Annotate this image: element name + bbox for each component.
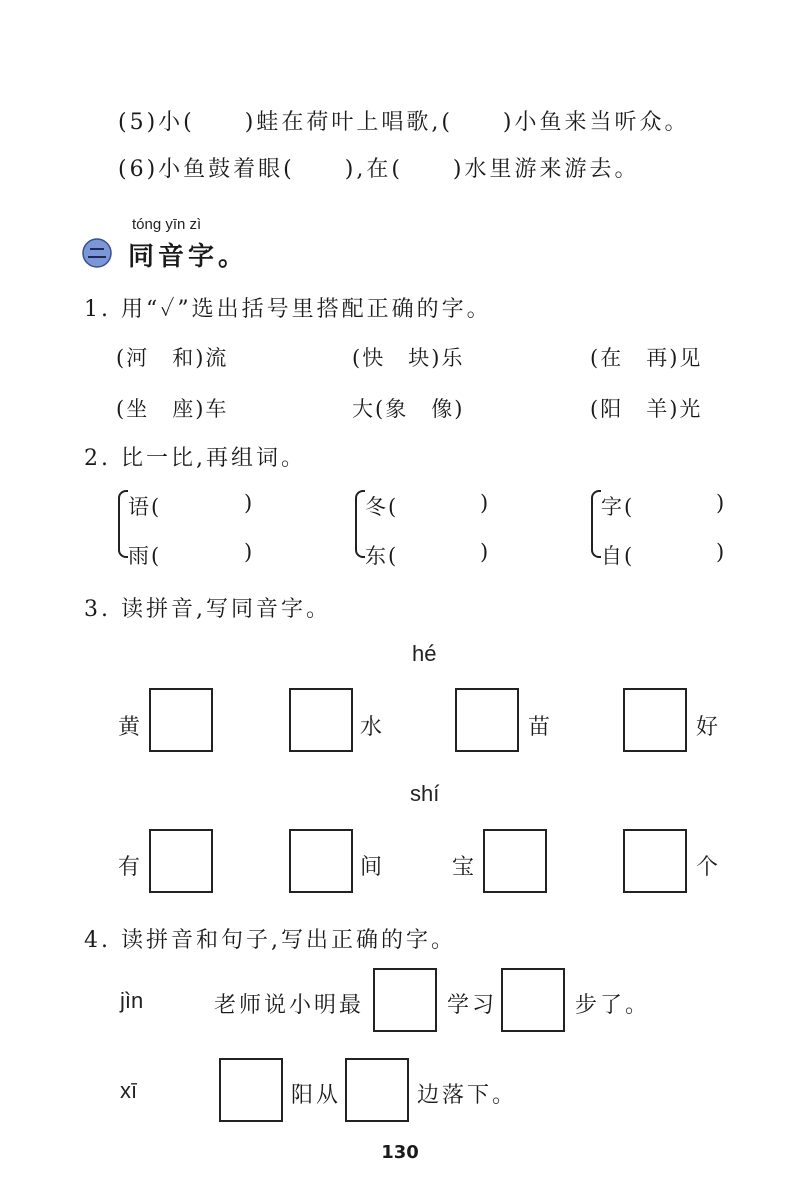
answer-box[interactable]: [623, 829, 687, 893]
q3-title: 3. 读拼音,写同音字。: [84, 597, 331, 622]
q4-sentence-part: 老师说小明最: [214, 993, 365, 1018]
q2-word-blank[interactable]: 冬(: [365, 495, 399, 519]
section-number-badge-icon: [82, 238, 112, 268]
answer-box[interactable]: [483, 829, 547, 893]
q1-title: 1. 用“✓”选出括号里搭配正确的字。: [84, 297, 492, 322]
page-number: 130: [381, 1142, 419, 1163]
q4-sentence-part: 阳从: [291, 1083, 342, 1108]
q2-word-blank[interactable]: 自(: [601, 544, 635, 568]
q2-close-paren: ): [480, 540, 491, 564]
sentence-5: (5)小( )蛙在荷叶上唱歌,( )小鱼来当听众。: [118, 110, 690, 135]
q4-sentence-part: 步了。: [575, 993, 651, 1018]
q4-sentence-part: 学习: [447, 993, 498, 1018]
brace: [355, 490, 365, 558]
q4-sentence-part: 边落下。: [417, 1083, 518, 1108]
answer-box[interactable]: [219, 1058, 283, 1122]
answer-box[interactable]: [623, 688, 687, 752]
q3-char: 水: [360, 715, 383, 740]
q2-close-paren: ): [244, 540, 255, 564]
q1-option[interactable]: (快 块)乐: [352, 346, 465, 370]
answer-box[interactable]: [149, 829, 213, 893]
q2-word-blank[interactable]: 东(: [365, 544, 399, 568]
q2-title: 2. 比一比,再组词。: [84, 446, 306, 471]
answer-box[interactable]: [345, 1058, 409, 1122]
q1-option[interactable]: (河 和)流: [116, 346, 229, 370]
brace: [118, 490, 128, 558]
q3-pinyin-shi: shí: [410, 781, 440, 806]
q3-pinyin-he: hé: [412, 641, 437, 666]
q1-option[interactable]: (阳 羊)光: [590, 397, 703, 421]
answer-box[interactable]: [149, 688, 213, 752]
answer-box[interactable]: [455, 688, 519, 752]
q3-char: 间: [360, 855, 383, 880]
q4-pinyin-jin: jìn: [120, 988, 144, 1013]
q4-pinyin-xi: xī: [120, 1078, 138, 1103]
q4-title: 4. 读拼音和句子,写出正确的字。: [84, 928, 456, 953]
q2-close-paren: ): [244, 491, 255, 515]
q1-option[interactable]: (坐 座)车: [116, 397, 229, 421]
q2-word-blank[interactable]: 语(: [128, 495, 162, 519]
q2-close-paren: ): [480, 491, 491, 515]
sentence-6: (6)小鱼鼓着眼( ),在( )水里游来游去。: [118, 157, 640, 182]
answer-box[interactable]: [373, 968, 437, 1032]
section-pinyin: tóng yīn zì: [132, 216, 202, 233]
answer-box[interactable]: [289, 829, 353, 893]
answer-box[interactable]: [289, 688, 353, 752]
answer-box[interactable]: [501, 968, 565, 1032]
q3-char: 苗: [528, 715, 551, 740]
q1-option[interactable]: 大(象 像): [352, 397, 465, 421]
q2-close-paren: ): [716, 540, 727, 564]
q3-char: 个: [696, 855, 719, 880]
q3-char: 有: [118, 855, 141, 880]
q3-char: 黄: [118, 715, 141, 740]
q3-char: 好: [696, 715, 719, 740]
brace: [591, 490, 601, 558]
q1-option[interactable]: (在 再)见: [590, 346, 703, 370]
q2-word-blank[interactable]: 雨(: [128, 544, 162, 568]
section-title: 同音字。: [128, 242, 249, 272]
q3-char: 宝: [452, 855, 475, 880]
q2-word-blank[interactable]: 字(: [601, 495, 635, 519]
q2-close-paren: ): [716, 491, 727, 515]
